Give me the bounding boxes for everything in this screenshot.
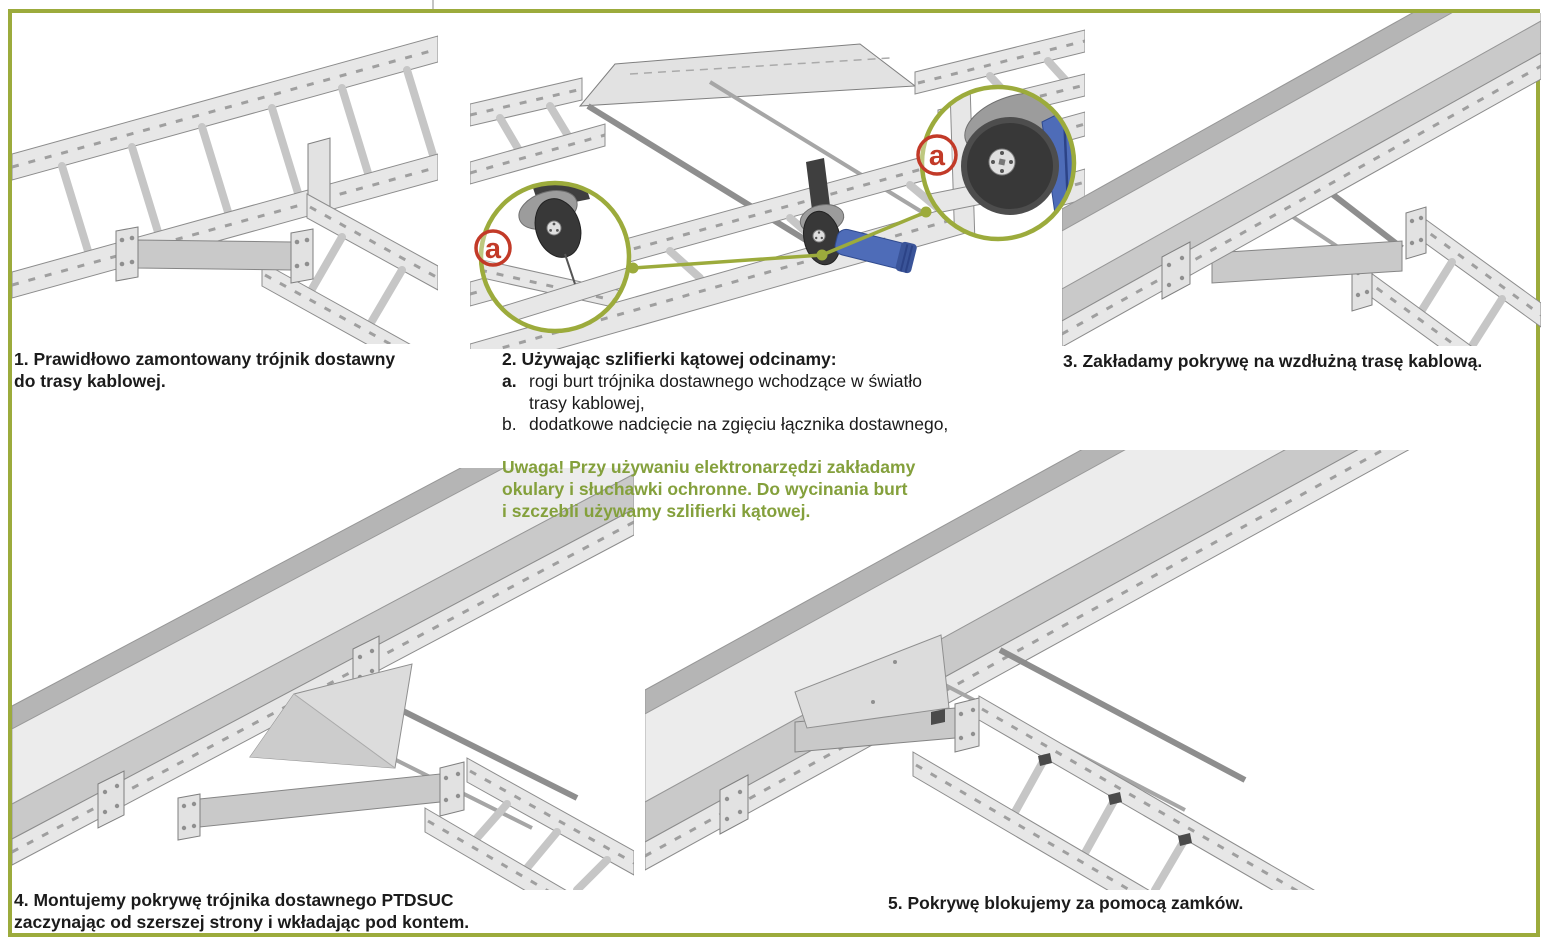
cable-tray-tee-drawing [12, 14, 438, 344]
item-b-marker: b. [502, 414, 517, 434]
item-a-marker: a. [502, 371, 517, 391]
tee-cover-insert-drawing [12, 468, 634, 890]
note-line: Uwaga! Przy używaniu elektronarzędzi zakładamy [502, 457, 916, 477]
cover-on-run-drawing [1062, 13, 1541, 346]
step2-items [502, 371, 948, 436]
step2-caption-heading [502, 349, 837, 371]
step2-illustration [470, 14, 1085, 349]
callout-a-left [476, 231, 510, 265]
step4-illustration [12, 468, 634, 890]
step2-item-a [502, 371, 948, 414]
step2-safety-note [502, 456, 915, 522]
caption-line: 5. Pokrywę blokujemy za pomocą zamków. [888, 893, 1244, 913]
step3-caption [1063, 351, 1482, 373]
item-a-line: trasy kablowej, [529, 392, 645, 413]
step3-illustration [1062, 13, 1541, 346]
caption-line: 3. Zakładamy pokrywę na wzdłużną trasę kablową. [1063, 351, 1483, 371]
caption-line: 1. Prawidłowo zamontowany trójnik dostawny [14, 349, 396, 369]
step1-caption [14, 349, 395, 392]
step1-illustration [12, 14, 438, 344]
step2-item-b [502, 414, 948, 436]
svg-text:a: a [928, 140, 946, 172]
svg-text:a: a [484, 233, 502, 265]
note-line: i szczebli używamy szlifierki kątowej. [502, 501, 811, 521]
note-line: okulary i słuchawki ochronne. Do wycinania burt [502, 479, 908, 499]
item-b-line: dodatkowe nadcięcie na zgięciu łącznika dostawnego, [529, 414, 949, 434]
grinder-cutting-drawing [470, 14, 1085, 349]
callout-a-right [918, 136, 956, 174]
caption-line: zaczynając od szerszej strony i wkładając pod kontem. [14, 911, 470, 932]
caption-line: 2. Używając szlifierki kątowej odcinamy: [502, 349, 837, 369]
step5-caption [888, 893, 1243, 915]
caption-line: 4. Montujemy pokrywę trójnika dostawnego PTDSUC [14, 890, 454, 910]
step4-caption [14, 890, 469, 933]
item-a-line: rogi burt trójnika dostawnego wchodzące w światło [529, 371, 922, 391]
caption-line: do trasy kablowej. [14, 370, 166, 391]
